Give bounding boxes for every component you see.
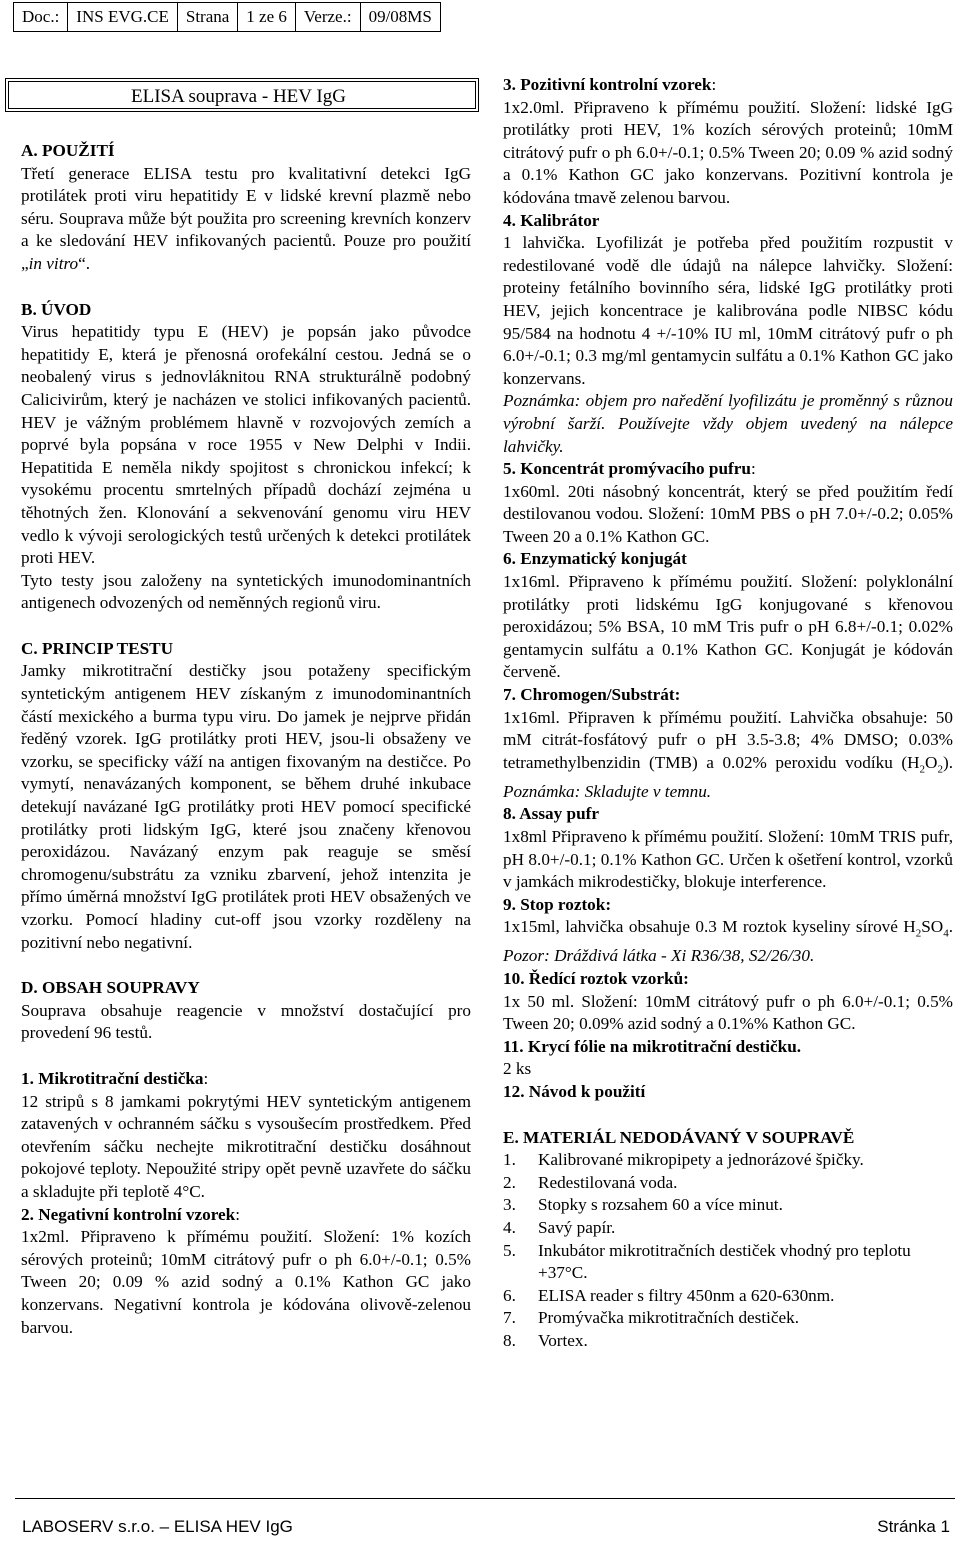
version-label: Verze.: bbox=[295, 3, 360, 32]
item-3-heading: 3. Pozitivní kontrolní vzorek: bbox=[503, 75, 717, 94]
right-column bbox=[503, 74, 953, 1353]
item-3-text: 1x2.0ml. Připraveno k přímému použití. Složení: lidské IgG protilátky proti HEV, 1% kozích sérových proteinů; 10mM citrátový pufr o ph 6.0+/-0.1; 0.5% Tween 20; 0.09 % azid sodný a 0.1% Kathon GC jako konzervans. Pozitivní kontrola je kódována tmavě zelenou barvou. bbox=[503, 97, 953, 207]
section-b-heading: B. ÚVOD bbox=[21, 299, 92, 319]
item-9-heading: 9. Stop roztok: bbox=[503, 894, 612, 914]
section-c-heading: C. PRINCIP TESTU bbox=[21, 638, 174, 658]
section-e-list bbox=[503, 1149, 953, 1352]
document-header-table bbox=[13, 2, 441, 32]
item-4-text: 1 lahvička. Lyofilizát je potřeba před použitím rozpustit v redestilované vodě dle údajů na nálepce lahvičky. Složení: proteiny fetálního bovinního séra, lidské IgG protilátky proti HEV, jejich koncentrace je kalibrována podle NIBSC kódu 95/584 na hodnotu 4 +/-10% IU ml, 10mM citrátový pufr o ph 6.0+/-0.1; 0.3 mg/ml gentamycin sulfátu a 0.1% Kathon GC jako konzervans. bbox=[503, 233, 953, 388]
list-item: 8. Vortex. bbox=[503, 1330, 588, 1350]
section-e-heading: E. MATERIÁL NEDODÁVANÝ V SOUPRAVĚ bbox=[503, 1127, 855, 1147]
item-2-text: 1x2ml. Připraveno k přímému použití. Složení: 1% kozích sérových proteinů; 10mM citrátový pufr o ph 6.0+/-0.1; 0.5% Tween 20; 0.09 % azid sodný a 0.1% Kathon GC jako konzervans. Negativní kontrola je kódována olivově-zelenou barvou. bbox=[21, 1227, 471, 1337]
item-7-text: 1x16ml. Připraven k přímému použití. Lahvička obsahuje: 50 mM citrát-fosfátový pufr o pH 3.5-3.8; 4% DMSO; 0.03% tetramethylbenzidin (TMB) a 0.02% peroxidu vodíku $(H_2O_2)$. Poznámka: Skladujte v temnu. bbox=[503, 707, 953, 801]
left-column bbox=[21, 140, 471, 1339]
footer-company: LABOSERV s.r.o. – ELISA HEV IgG bbox=[22, 1517, 293, 1536]
section-c-text: Jamky mikrotitrační destičky jsou potaženy specifickým syntetickým antigenem HEV získaným z imunodominantních částí mexického a burma typu viru. Do jamek je nejprve přidán ředěný vzorek. IgG protilátky proti HEV, jsou-li obsaženy ve vzorku, se specificky váží na antigen fixovaným na destičce. Po vymytí, nenavázaných komponent, se během druhé inkubace detekují navázané IgG protilátky proti HEV pomocí specifické protilátky proti lidským IgG, které jsou značeny křenovou peroxidázou. Navázaný enzym pak reaguje se směsí chromogenu/substrátu za vzniku zbarvení, jehož intenzita je přímo úměrná množství IgG protilátek proti HEV obsažených ve vzorku. Pomocí hladiny cut-off jsou vzorky rozděleny na pozitivní nebo negativní. bbox=[21, 661, 471, 952]
item-1-text: 12 stripů s 8 jamkami pokrytými HEV syntetickým antigenem zatavených v ochranném sáčku s vysoušecím prostředkem. Před otevřením sáčku nechejte mikrotitrační destičku dosáhnout pokojové teploty. Nepoužité stripy opět pevně uzavřete do sáčku a skladujte při teplotě 4°C. bbox=[21, 1091, 471, 1201]
section-b-text: Virus hepatitidy typu E (HEV) je popsán jako původce hepatitidy E, která je přenosná orofekální cestou. Jedná se o neobalený virus s jednovláknitou RNA strukturálně podobný Calicivirům, který je nacházen ve stolici infikovaných pacientů. HEV je vážným problémem hlavně v rozvojových zemích a poprvé byla popsána v roce 1955 v New Delphi v Indii. Hepatitida E neměla nikdy spojitost s chronickou infekcí; k vysokému procentu smrtelných případů dochází zejména u těhotných žen. Klonování a sekvenování genomu viru HEV vedlo k vývoji serologických testů určených k detekci protilátek proti HEV. bbox=[21, 322, 471, 568]
page-label: Strana bbox=[177, 3, 237, 32]
title-box bbox=[5, 78, 479, 112]
version-value: 09/08MS bbox=[360, 3, 440, 32]
item-8-heading: 8. Assay pufr bbox=[503, 804, 599, 824]
section-a-text: Třetí generace ELISA testu pro kvalitativní detekci IgG protilátek proti viru hepatitidy E v lidské krevní plazmě nebo séru. Souprava může být použita pro screening krevních konzerv a ke sledování HEV infikovaných pacientů. Pouze pro použití „in vitro“. bbox=[21, 163, 471, 273]
doc-value: INS EVG.CE bbox=[68, 3, 178, 32]
list-item: 1. Kalibrované mikropipety a jednorázové špičky. bbox=[503, 1150, 864, 1170]
page-title: ELISA souprava - HEV IgG bbox=[131, 86, 346, 107]
page-value: 1 ze 6 bbox=[238, 3, 296, 32]
list-item: 5. Inkubátor mikrotitračních destiček vhodný pro teplotu +37°C. bbox=[503, 1240, 911, 1283]
item-2-heading: 2. Negativní kontrolní vzorek: bbox=[21, 1204, 240, 1224]
item-12-heading: 12. Návod k použití bbox=[503, 1082, 646, 1101]
item-4-heading: 4. Kalibrátor bbox=[503, 210, 600, 230]
item-5-text: 1x60ml. 20ti násobný koncentrát, který se před použitím ředí destilovanou vodou. Složení: 10mM PBS o pH 7.0+/-0.2; 0.05% Tween 20 a 0.1% Kathon GC. bbox=[503, 481, 953, 546]
footer-divider bbox=[15, 1498, 955, 1499]
item-1-heading: 1. Mikrotitrační destička: bbox=[21, 1068, 209, 1088]
item-9-text: 1x15ml, lahvička obsahuje 0.3 M roztok kyseliny sírové $H_2SO_4$. Pozor: Dráždivá látka - Xi R36/38, S2/26/30. bbox=[503, 917, 953, 966]
item-11-text: 2 ks bbox=[503, 1059, 532, 1079]
section-d-heading: D. OBSAH SOUPRAVY bbox=[21, 978, 200, 998]
item-10-heading: 10. Ředící roztok vzorků: bbox=[503, 969, 689, 989]
list-item: 3. Stopky s rozsahem 60 a více minut. bbox=[503, 1195, 783, 1215]
item-10-text: 1x 50 ml. Složení: 10mM citrátový pufr o ph 6.0+/-0.1; 0.5% Tween 20; 0.09% azid sodný a 0.1%% Kathon GC. bbox=[503, 991, 953, 1034]
list-item: 2. Redestilovaná voda. bbox=[503, 1172, 678, 1192]
section-b-text-2: Tyto testy jsou založeny na syntetických imunodominantních antigenech odvozených od neměnných regionů viru. bbox=[21, 570, 471, 613]
item-8-text: 1x8ml Připraveno k přímému použití. Složení: 10mM TRIS pufr, pH 8.0+/-0.1; 0.1% Kathon GC. Určen k ošetření kontrol, vzorků v jamkách mikrodestičky, blokuje interference. bbox=[503, 827, 953, 892]
section-a-heading: A. POUŽITÍ bbox=[21, 141, 115, 160]
item-7-heading: 7. Chromogen/Substrát: bbox=[503, 685, 681, 705]
list-item: 4. Savý papír. bbox=[503, 1217, 616, 1237]
list-item: 6. ELISA reader s filtry 450nm a 620-630nm. bbox=[503, 1285, 835, 1305]
list-item: 7. Promývačka mikrotitračních destiček. bbox=[503, 1308, 800, 1328]
item-6-heading: 6. Enzymatický konjugát bbox=[503, 549, 687, 569]
section-d-text: Souprava obsahuje reagencie v množství dostačující pro provedení 96 testů. bbox=[21, 1000, 471, 1043]
item-11-heading: 11. Krycí fólie na mikrotitrační destičku. bbox=[503, 1036, 802, 1056]
item-5-heading: 5. Koncentrát promývacího pufru: bbox=[503, 459, 756, 479]
doc-label: Doc.: bbox=[14, 3, 68, 32]
footer-page-number: Stránka 1 bbox=[877, 1517, 950, 1536]
item-6-text: 1x16ml. Připraveno k přímému použití. Složení: polyklonální protilátky proti lidskému IgG konjugované s křenovou peroxidázou; 5% BSA, 10 mM Tris pufr o pH 6.8+/-0.1; 0.02% gentamycin sulfátu a 0.1% Kathon GC. Konjugát je kódován červeně. bbox=[503, 572, 953, 682]
item-4-note: Poznámka: objem pro naředění lyofilizátu je proměnný s různou výrobní šarží. Používejte vždy objem uvedený na nálepce lahvičky. bbox=[503, 391, 953, 456]
